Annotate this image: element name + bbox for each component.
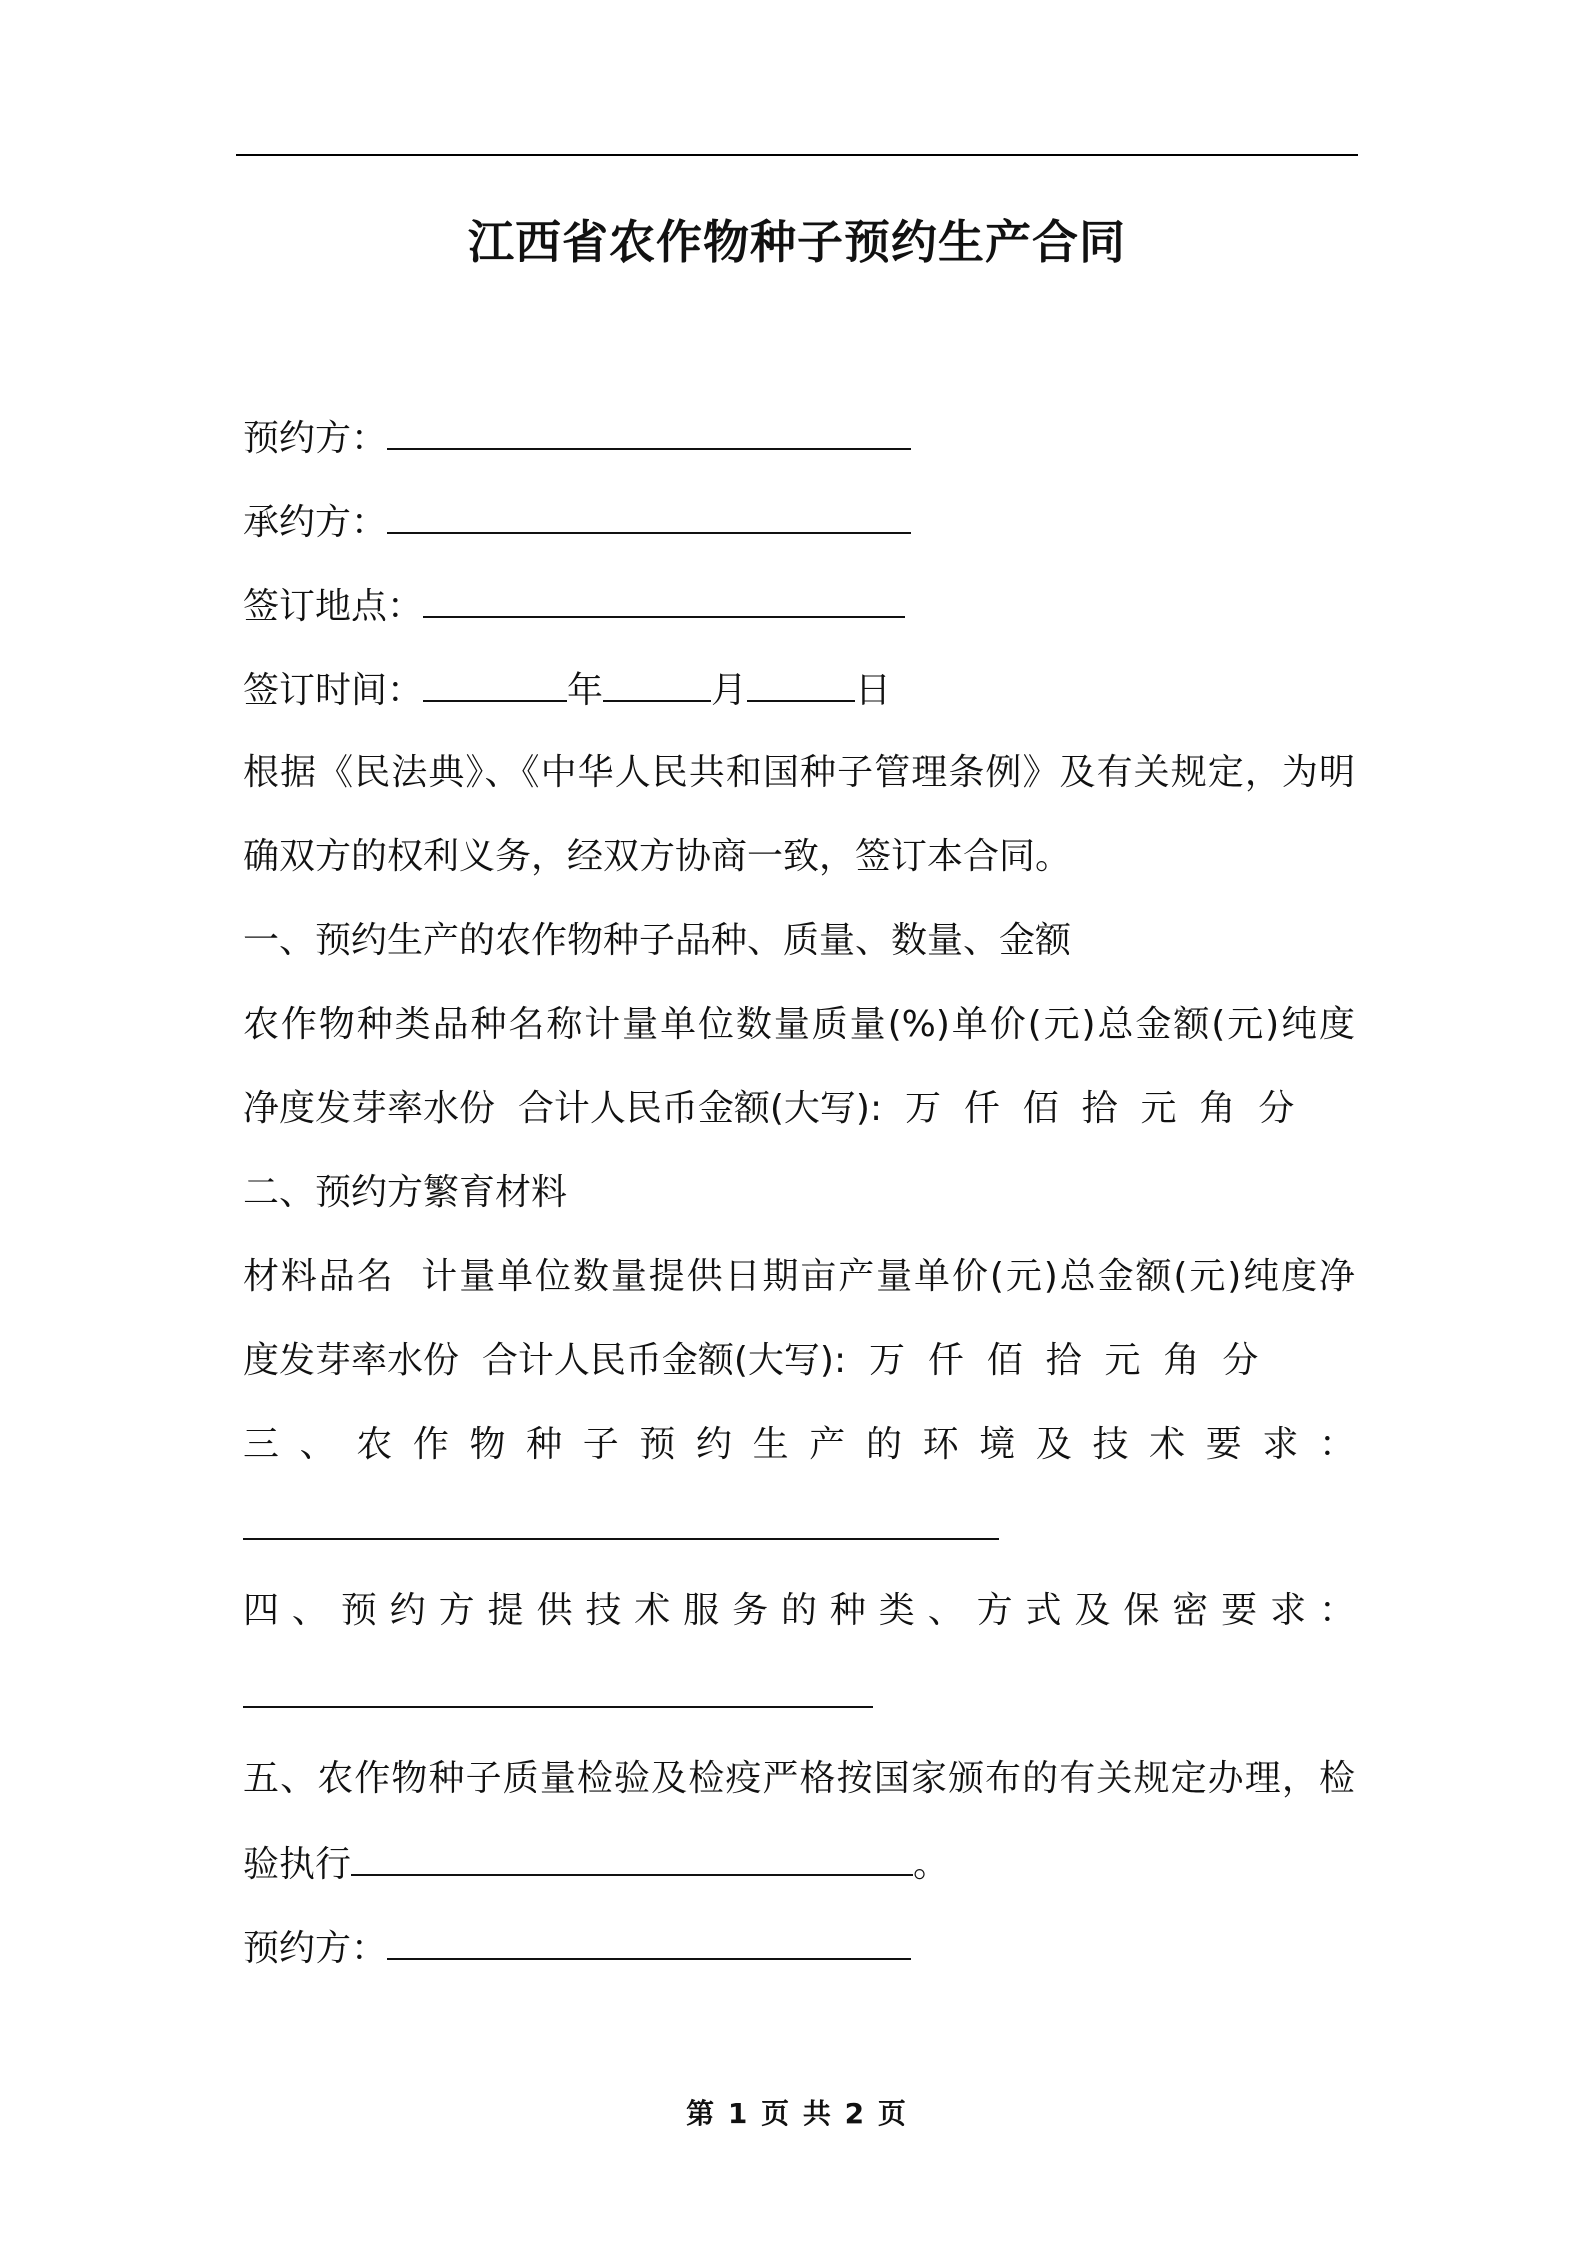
party-a-repeat-label: 预约方： [243, 1928, 388, 1969]
party-b-blank[interactable] [387, 496, 911, 534]
section-5-suffix: 。 [913, 1844, 950, 1885]
sign-time-label: 签订时间： [243, 670, 424, 711]
section-5-blank[interactable] [351, 1838, 913, 1876]
sign-place-label: 签订地点： [243, 586, 424, 627]
day-blank[interactable] [747, 664, 855, 702]
section-4-heading: 四、预约方提供技术服务的种类、方式及保密要求： [243, 1590, 1355, 1631]
party-a-line [243, 412, 911, 464]
section-2-line-1: 材料品名 计量单位数量提供日期亩产量单价(元)总金额(元)纯度净 [243, 1256, 1355, 1297]
sign-place-line [243, 580, 905, 632]
party-a-label: 预约方： [243, 418, 388, 459]
section-2-line-2: 度发芽率水份 合计人民币金额(大写): 万 仟 佰 拾 元 角 分 [243, 1340, 1259, 1381]
section-3-blank[interactable] [243, 1502, 999, 1540]
month-label: 月 [711, 670, 748, 711]
section-1-heading: 一、预约生产的农作物种子品种、质量、数量、金额 [243, 920, 1072, 961]
day-label: 日 [855, 670, 892, 711]
year-blank[interactable] [423, 664, 567, 702]
document-title: 江西省农作物种子预约生产合同 [468, 215, 1126, 269]
section-5-prefix: 验执行 [243, 1844, 352, 1885]
party-a-blank[interactable] [387, 412, 911, 450]
section-2-heading: 二、预约方繁育材料 [243, 1172, 568, 1213]
year-label: 年 [567, 670, 604, 711]
sign-time-line [243, 664, 891, 716]
intro-line-2: 确双方的权利义务，经双方协商一致，签订本合同。 [243, 836, 1072, 877]
section-5-line-2 [243, 1838, 949, 1890]
month-blank[interactable] [603, 664, 711, 702]
section-1-line-2: 净度发芽率水份 合计人民币金额(大写): 万 仟 佰 拾 元 角 分 [243, 1088, 1295, 1129]
party-b-label: 承约方： [243, 502, 388, 543]
intro-line-1: 根据《民法典》、《中华人民共和国种子管理条例》及有关规定，为明 [243, 752, 1355, 793]
section-4-blank-line [243, 1670, 873, 1722]
section-3-heading: 三、农作物种子预约生产的环境及技术要求： [243, 1424, 1355, 1465]
section-4-blank[interactable] [243, 1670, 873, 1708]
party-b-line [243, 496, 911, 548]
party-a-repeat-blank[interactable] [387, 1922, 911, 1960]
header-rule [236, 154, 1358, 156]
section-5-line-1: 五、农作物种子质量检验及检疫严格按国家颁布的有关规定办理，检 [243, 1758, 1355, 1799]
section-1-line-1: 农作物种类品种名称计量单位数量质量(%)单价(元)总金额(元)纯度 [243, 1004, 1355, 1045]
sign-place-blank[interactable] [423, 580, 905, 618]
party-a-repeat-line [243, 1922, 911, 1974]
page-number: 第 1 页 共 2 页 [686, 2097, 908, 2130]
section-3-blank-line [243, 1502, 999, 1554]
